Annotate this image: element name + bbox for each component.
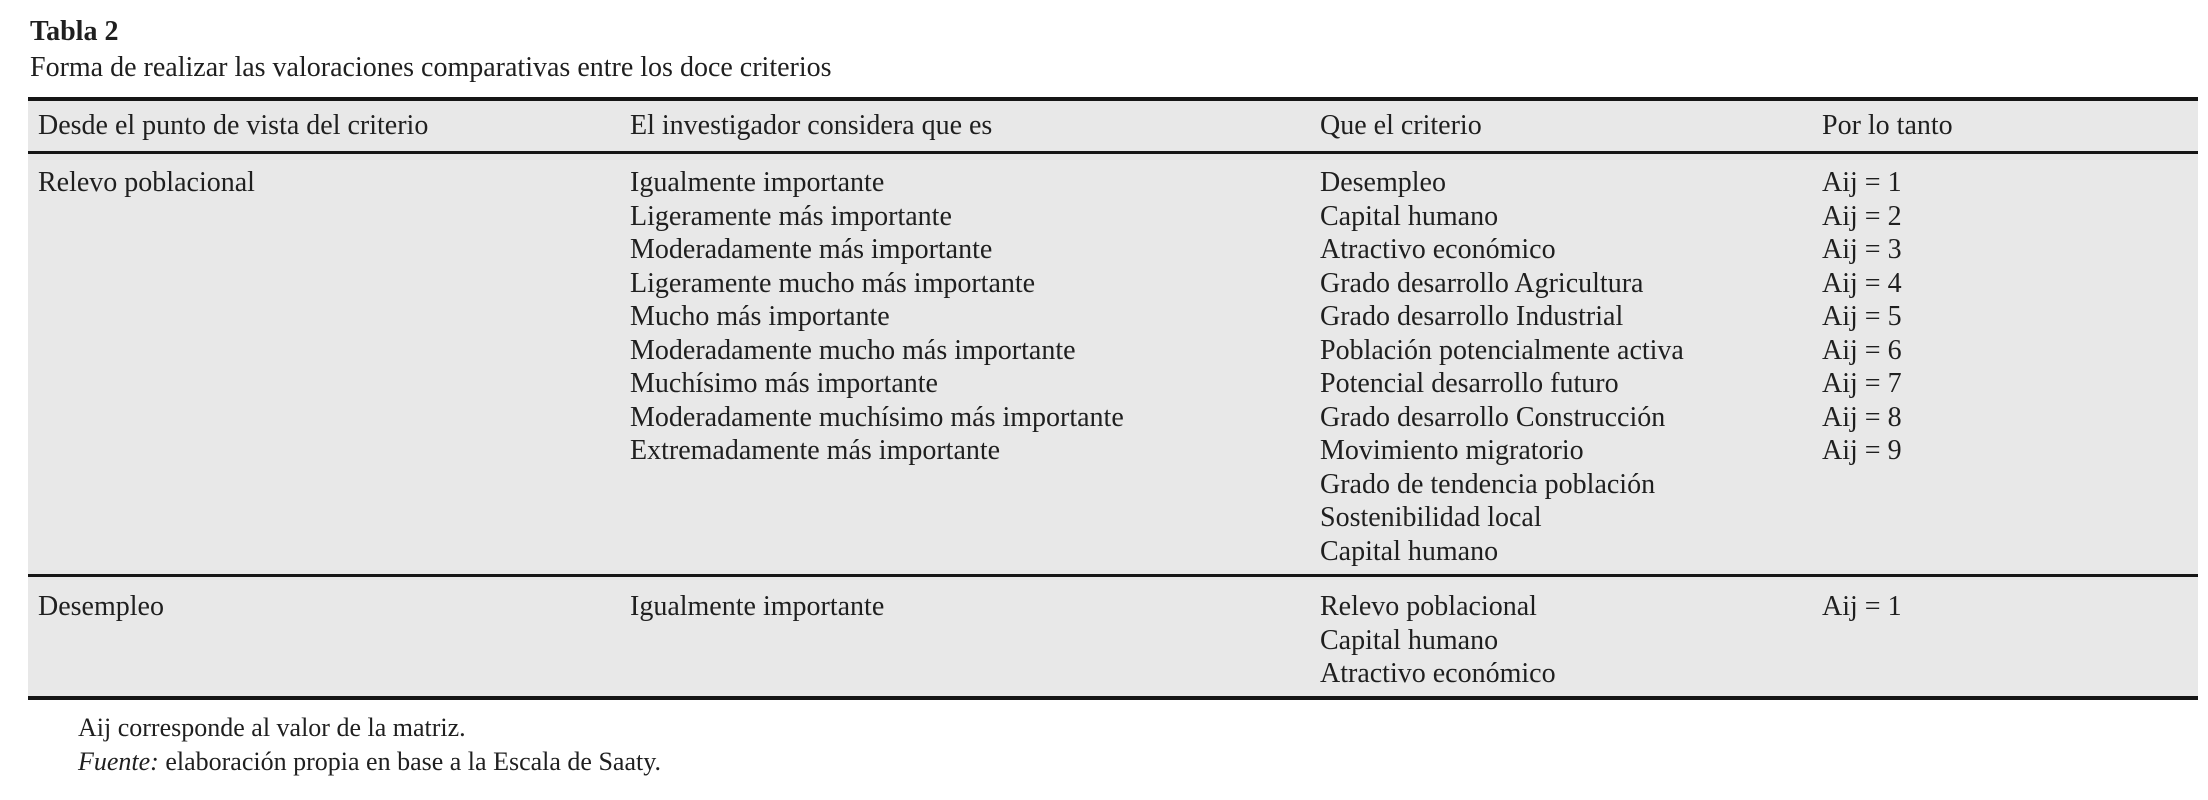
criterion-line: Grado desarrollo Industrial <box>1320 301 1624 332</box>
header-row <box>28 101 2198 154</box>
footnote-source <box>78 745 661 779</box>
criterion-line: Relevo poblacional <box>1320 591 1537 622</box>
cell-considerations <box>630 590 1320 691</box>
header-cell-consideration: El investigador considera que es <box>630 110 993 141</box>
table-label: Tabla 2 <box>30 16 119 47</box>
consideration-line: Muchísimo más importante <box>630 368 938 399</box>
consideration-line: Igualmente importante <box>630 167 885 198</box>
value-line: Aij = 5 <box>1822 301 1902 332</box>
value-line: Aij = 3 <box>1822 234 1902 265</box>
criterion-name: Relevo poblacional <box>38 167 255 198</box>
value-line: Aij = 7 <box>1822 368 1902 399</box>
value-line: Aij = 4 <box>1822 267 1902 299</box>
criterion-line: Capital humano <box>1320 535 1499 567</box>
cell-values <box>1822 590 2198 691</box>
criterion-line: Población potencialmente activa <box>1320 334 1684 366</box>
footnote-source-text: elaboración propia en base a la Escala de Saaty. <box>158 747 662 776</box>
footnote-matrix: Aij corresponde al valor de la matriz. <box>78 713 466 742</box>
value-line: Aij = 6 <box>1822 334 1902 366</box>
criterion-line: Potencial desarrollo futuro <box>1320 368 1619 399</box>
criterion-line: Movimiento migratorio <box>1320 435 1584 466</box>
consideration-line: Igualmente importante <box>630 591 885 622</box>
criterion-line: Capital humano <box>1320 200 1499 232</box>
table-caption: Forma de realizar las valoraciones comparativas entre los doce criterios <box>30 52 832 83</box>
consideration-line: Moderadamente muchísimo más importante <box>630 401 1124 433</box>
table-row-desempleo <box>28 577 2198 700</box>
criterion-line: Grado desarrollo Construcción <box>1320 401 1666 433</box>
header-cell-value: Por lo tanto <box>1822 110 1953 141</box>
value-line: Aij = 1 <box>1822 167 1902 198</box>
value-line: Aij = 2 <box>1822 200 1902 232</box>
header-cell-criterion-view: Desde el punto de vista del criterio <box>38 110 429 141</box>
criterion-line: Atractivo económico <box>1320 658 1556 689</box>
cell-values <box>1822 166 2198 568</box>
value-line: Aij = 8 <box>1822 401 1902 433</box>
table-row-relevo-poblacional <box>28 154 2198 577</box>
cell-criteria <box>1320 590 1822 691</box>
cell-criteria <box>1320 166 1822 568</box>
criterion-name: Desempleo <box>38 591 164 622</box>
consideration-line: Extremadamente más importante <box>630 435 1001 466</box>
consideration-line: Mucho más importante <box>630 301 890 332</box>
consideration-line: Moderadamente mucho más importante <box>630 334 1076 366</box>
consideration-line: Moderadamente más importante <box>630 234 993 265</box>
consideration-line: Ligeramente más importante <box>630 200 952 232</box>
table-footnotes <box>78 711 661 779</box>
criterion-line: Capital humano <box>1320 624 1499 656</box>
value-line: Aij = 1 <box>1822 591 1902 622</box>
consideration-line: Ligeramente mucho más importante <box>630 267 1036 299</box>
table-caption-block <box>30 14 832 86</box>
data-table <box>28 97 2198 700</box>
cell-considerations <box>630 166 1320 568</box>
criterion-line: Sostenibilidad local <box>1320 502 1542 533</box>
value-line: Aij = 9 <box>1822 435 1902 466</box>
criterion-line: Atractivo económico <box>1320 234 1556 265</box>
cell-criterion <box>28 590 630 691</box>
criterion-line: Grado desarrollo Agricultura <box>1320 267 1644 299</box>
header-cell-criterion: Que el criterio <box>1320 110 1482 141</box>
criterion-line: Grado de tendencia población <box>1320 468 1656 500</box>
criterion-line: Desempleo <box>1320 167 1446 198</box>
cell-criterion <box>28 166 630 568</box>
footnote-source-prefix: Fuente: <box>78 747 159 776</box>
